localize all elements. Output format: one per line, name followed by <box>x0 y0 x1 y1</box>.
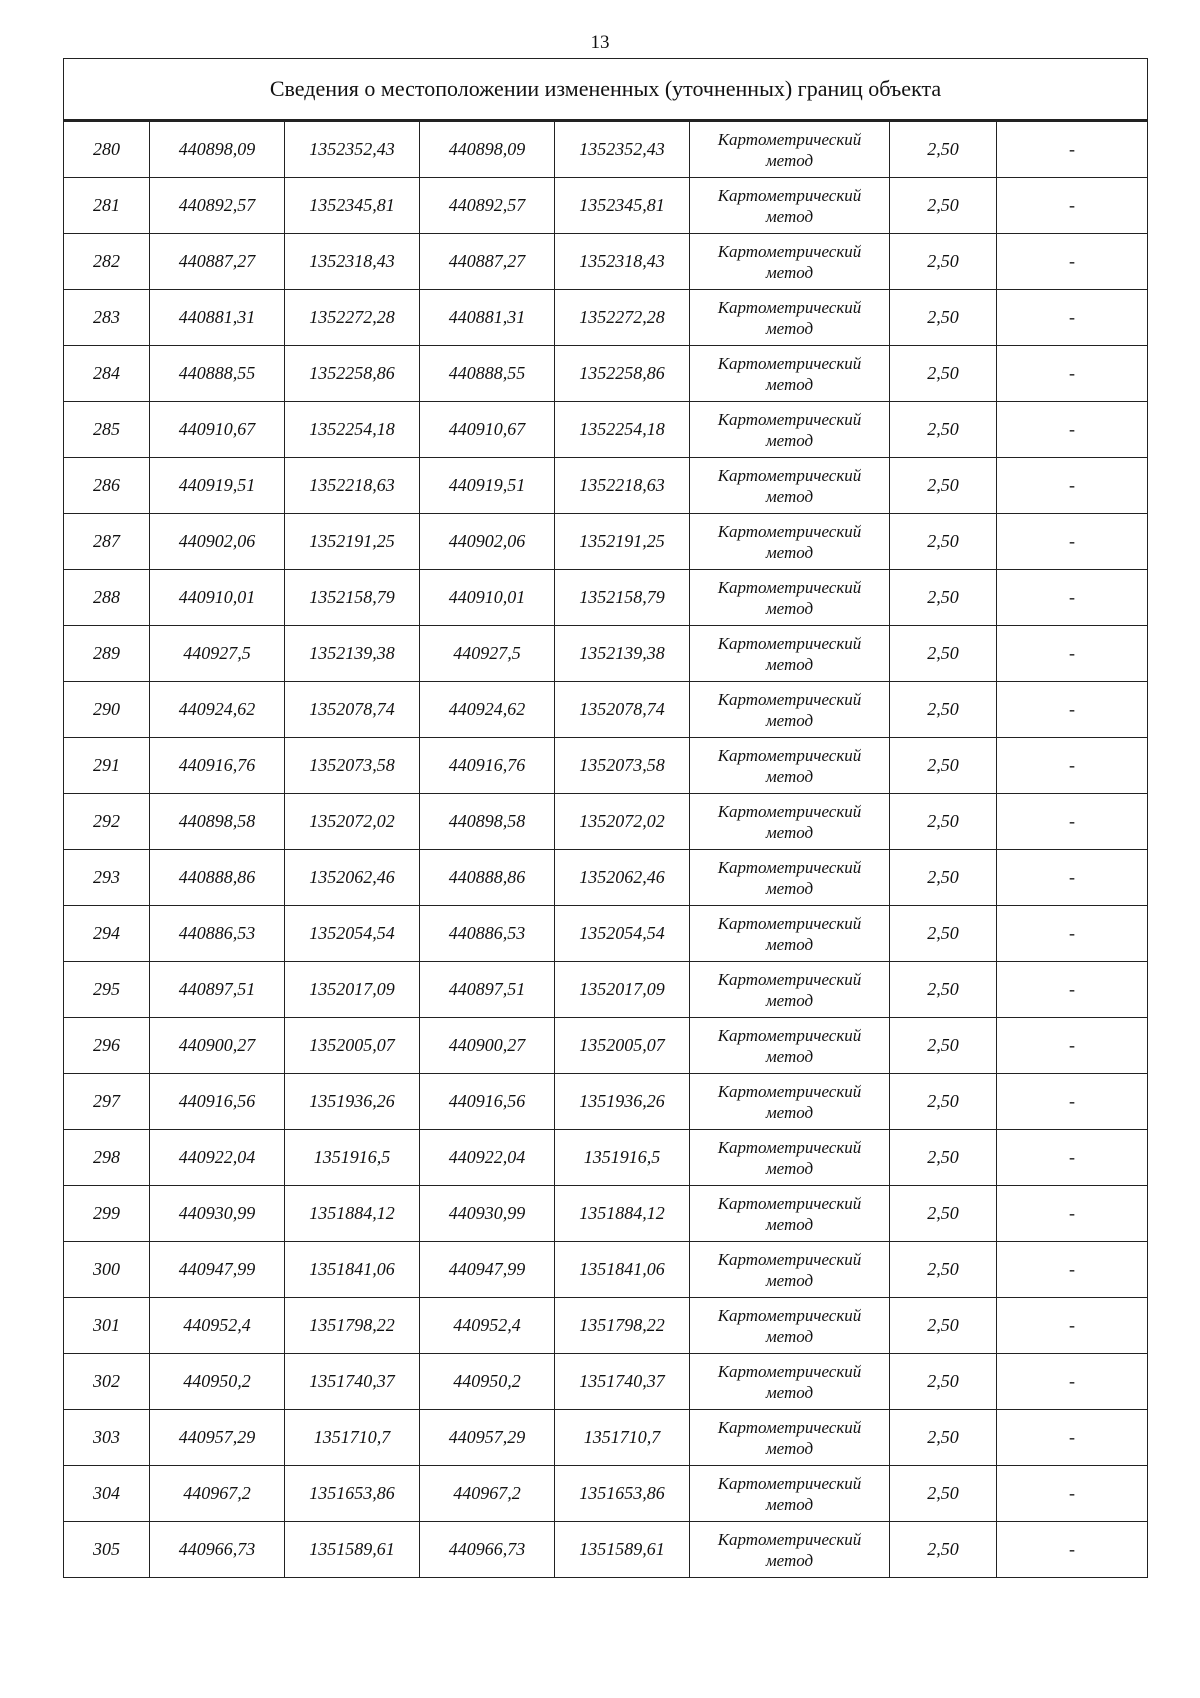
x-refined-cell: 440888,86 <box>420 850 555 906</box>
method-cell <box>690 458 890 514</box>
y-existing-cell: 1352005,07 <box>285 1018 420 1074</box>
y-refined-cell: 1351589,61 <box>555 1522 690 1578</box>
y-refined-cell: 1352345,81 <box>555 178 690 234</box>
x-existing-cell: 440910,01 <box>150 570 285 626</box>
method-line-1: Картометрический <box>717 1193 862 1213</box>
y-existing-cell: 1352318,43 <box>285 234 420 290</box>
x-refined-cell: 440900,27 <box>420 1018 555 1074</box>
note-cell: - <box>997 906 1148 962</box>
x-existing-cell: 440898,09 <box>150 121 285 178</box>
x-existing-cell: 440927,5 <box>150 626 285 682</box>
method-cell <box>690 346 890 402</box>
method-line-2: метод <box>765 430 814 450</box>
note-cell: - <box>997 962 1148 1018</box>
y-refined-cell: 1351710,7 <box>555 1410 690 1466</box>
method-line-2: метод <box>765 262 814 282</box>
method-line-2: метод <box>765 150 814 170</box>
x-refined-cell: 440910,01 <box>420 570 555 626</box>
method-line-1: Картометрический <box>717 521 862 541</box>
method-cell <box>690 906 890 962</box>
table-row <box>64 290 1148 346</box>
method-line-1: Картометрический <box>717 1137 862 1157</box>
y-refined-cell: 1352062,46 <box>555 850 690 906</box>
method-cell <box>690 682 890 738</box>
x-existing-cell: 440922,04 <box>150 1130 285 1186</box>
accuracy-cell: 2,50 <box>890 1074 997 1130</box>
method-line-2: метод <box>765 654 814 674</box>
accuracy-cell: 2,50 <box>890 794 997 850</box>
y-refined-cell: 1351916,5 <box>555 1130 690 1186</box>
accuracy-cell: 2,50 <box>890 178 997 234</box>
accuracy-cell: 2,50 <box>890 121 997 178</box>
accuracy-cell: 2,50 <box>890 514 997 570</box>
note-cell: - <box>997 1522 1148 1578</box>
method-cell <box>690 738 890 794</box>
x-existing-cell: 440966,73 <box>150 1522 285 1578</box>
y-refined-cell: 1352158,79 <box>555 570 690 626</box>
method-cell <box>690 290 890 346</box>
x-existing-cell: 440897,51 <box>150 962 285 1018</box>
note-cell: - <box>997 1074 1148 1130</box>
point-number-cell: 303 <box>64 1410 150 1466</box>
y-refined-cell: 1352073,58 <box>555 738 690 794</box>
point-number-cell: 300 <box>64 1242 150 1298</box>
table-row <box>64 738 1148 794</box>
method-line-2: метод <box>765 486 814 506</box>
x-refined-cell: 440927,5 <box>420 626 555 682</box>
method-line-2: метод <box>765 1270 814 1290</box>
y-existing-cell: 1352078,74 <box>285 682 420 738</box>
x-existing-cell: 440950,2 <box>150 1354 285 1410</box>
x-refined-cell: 440902,06 <box>420 514 555 570</box>
y-existing-cell: 1351936,26 <box>285 1074 420 1130</box>
method-line-2: метод <box>765 598 814 618</box>
table-row <box>64 1466 1148 1522</box>
method-cell <box>690 962 890 1018</box>
x-refined-cell: 440916,76 <box>420 738 555 794</box>
y-refined-cell: 1352072,02 <box>555 794 690 850</box>
accuracy-cell: 2,50 <box>890 1130 997 1186</box>
accuracy-cell: 2,50 <box>890 1522 997 1578</box>
y-refined-cell: 1352005,07 <box>555 1018 690 1074</box>
point-number-cell: 299 <box>64 1186 150 1242</box>
accuracy-cell: 2,50 <box>890 1018 997 1074</box>
y-existing-cell: 1352218,63 <box>285 458 420 514</box>
y-refined-cell: 1352078,74 <box>555 682 690 738</box>
point-number-cell: 294 <box>64 906 150 962</box>
note-cell: - <box>997 570 1148 626</box>
x-existing-cell: 440898,58 <box>150 794 285 850</box>
point-number-cell: 288 <box>64 570 150 626</box>
note-cell: - <box>997 1354 1148 1410</box>
note-cell: - <box>997 514 1148 570</box>
table-row <box>64 1298 1148 1354</box>
table-body <box>64 121 1148 1578</box>
y-refined-cell: 1352318,43 <box>555 234 690 290</box>
table-row <box>64 1354 1148 1410</box>
x-existing-cell: 440930,99 <box>150 1186 285 1242</box>
accuracy-cell: 2,50 <box>890 682 997 738</box>
y-existing-cell: 1351884,12 <box>285 1186 420 1242</box>
table-row <box>64 850 1148 906</box>
point-number-cell: 285 <box>64 402 150 458</box>
y-refined-cell: 1351740,37 <box>555 1354 690 1410</box>
y-existing-cell: 1351710,7 <box>285 1410 420 1466</box>
method-line-1: Картометрический <box>717 297 862 317</box>
x-existing-cell: 440919,51 <box>150 458 285 514</box>
method-line-1: Картометрический <box>717 577 862 597</box>
x-existing-cell: 440916,76 <box>150 738 285 794</box>
method-line-2: метод <box>765 766 814 786</box>
y-existing-cell: 1352345,81 <box>285 178 420 234</box>
accuracy-cell: 2,50 <box>890 1410 997 1466</box>
y-existing-cell: 1352139,38 <box>285 626 420 682</box>
y-existing-cell: 1352254,18 <box>285 402 420 458</box>
method-line-1: Картометрический <box>717 969 862 989</box>
method-cell <box>690 234 890 290</box>
method-line-2: метод <box>765 1494 814 1514</box>
note-cell: - <box>997 1242 1148 1298</box>
x-refined-cell: 440910,67 <box>420 402 555 458</box>
point-number-cell: 304 <box>64 1466 150 1522</box>
method-line-2: метод <box>765 1550 814 1570</box>
x-refined-cell: 440888,55 <box>420 346 555 402</box>
table-row <box>64 234 1148 290</box>
x-refined-cell: 440957,29 <box>420 1410 555 1466</box>
x-refined-cell: 440930,99 <box>420 1186 555 1242</box>
method-line-2: метод <box>765 1326 814 1346</box>
accuracy-cell: 2,50 <box>890 402 997 458</box>
method-line-1: Картометрический <box>717 185 862 205</box>
method-cell <box>690 402 890 458</box>
method-line-1: Картометрический <box>717 633 862 653</box>
method-line-2: метод <box>765 318 814 338</box>
page-number: 13 <box>590 32 610 53</box>
method-line-1: Картометрический <box>717 1473 862 1493</box>
note-cell: - <box>997 1466 1148 1522</box>
y-existing-cell: 1352258,86 <box>285 346 420 402</box>
table-row <box>64 1410 1148 1466</box>
method-line-1: Картометрический <box>717 465 862 485</box>
method-line-1: Картометрический <box>717 913 862 933</box>
note-cell: - <box>997 682 1148 738</box>
accuracy-cell: 2,50 <box>890 1354 997 1410</box>
method-line-2: метод <box>765 990 814 1010</box>
y-existing-cell: 1351841,06 <box>285 1242 420 1298</box>
y-refined-cell: 1351936,26 <box>555 1074 690 1130</box>
note-cell: - <box>997 121 1148 178</box>
point-number-cell: 292 <box>64 794 150 850</box>
note-cell: - <box>997 178 1148 234</box>
point-number-cell: 291 <box>64 738 150 794</box>
note-cell: - <box>997 794 1148 850</box>
accuracy-cell: 2,50 <box>890 1466 997 1522</box>
y-refined-cell: 1352254,18 <box>555 402 690 458</box>
accuracy-cell: 2,50 <box>890 234 997 290</box>
method-line-2: метод <box>765 1438 814 1458</box>
method-line-2: метод <box>765 542 814 562</box>
method-line-1: Картометрический <box>717 801 862 821</box>
method-line-1: Картометрический <box>717 129 862 149</box>
x-refined-cell: 440924,62 <box>420 682 555 738</box>
accuracy-cell: 2,50 <box>890 738 997 794</box>
accuracy-cell: 2,50 <box>890 850 997 906</box>
accuracy-cell: 2,50 <box>890 290 997 346</box>
table-row <box>64 570 1148 626</box>
x-existing-cell: 440952,4 <box>150 1298 285 1354</box>
y-existing-cell: 1352272,28 <box>285 290 420 346</box>
method-line-2: метод <box>765 934 814 954</box>
x-refined-cell: 440897,51 <box>420 962 555 1018</box>
point-number-cell: 280 <box>64 121 150 178</box>
accuracy-cell: 2,50 <box>890 962 997 1018</box>
x-existing-cell: 440947,99 <box>150 1242 285 1298</box>
method-line-1: Картометрический <box>717 1305 862 1325</box>
accuracy-cell: 2,50 <box>890 458 997 514</box>
coordinates-table <box>63 58 1148 1578</box>
x-refined-cell: 440966,73 <box>420 1522 555 1578</box>
method-line-1: Картометрический <box>717 1025 862 1045</box>
x-existing-cell: 440888,55 <box>150 346 285 402</box>
note-cell: - <box>997 1130 1148 1186</box>
note-cell: - <box>997 626 1148 682</box>
note-cell: - <box>997 1018 1148 1074</box>
method-cell <box>690 1298 890 1354</box>
y-existing-cell: 1352062,46 <box>285 850 420 906</box>
point-number-cell: 295 <box>64 962 150 1018</box>
y-refined-cell: 1351884,12 <box>555 1186 690 1242</box>
accuracy-cell: 2,50 <box>890 906 997 962</box>
point-number-cell: 305 <box>64 1522 150 1578</box>
method-line-1: Картометрический <box>717 689 862 709</box>
method-cell <box>690 1186 890 1242</box>
y-refined-cell: 1352218,63 <box>555 458 690 514</box>
x-existing-cell: 440892,57 <box>150 178 285 234</box>
method-line-2: метод <box>765 822 814 842</box>
method-cell <box>690 794 890 850</box>
y-existing-cell: 1351740,37 <box>285 1354 420 1410</box>
table-row <box>64 1130 1148 1186</box>
accuracy-cell: 2,50 <box>890 1298 997 1354</box>
note-cell: - <box>997 234 1148 290</box>
method-cell <box>690 178 890 234</box>
method-cell <box>690 1466 890 1522</box>
point-number-cell: 298 <box>64 1130 150 1186</box>
method-line-2: метод <box>765 878 814 898</box>
x-existing-cell: 440916,56 <box>150 1074 285 1130</box>
point-number-cell: 284 <box>64 346 150 402</box>
point-number-cell: 286 <box>64 458 150 514</box>
table-row <box>64 346 1148 402</box>
table-row <box>64 1018 1148 1074</box>
point-number-cell: 293 <box>64 850 150 906</box>
method-line-2: метод <box>765 1382 814 1402</box>
y-existing-cell: 1351798,22 <box>285 1298 420 1354</box>
method-cell <box>690 1074 890 1130</box>
y-existing-cell: 1351916,5 <box>285 1130 420 1186</box>
note-cell: - <box>997 1410 1148 1466</box>
table-row <box>64 906 1148 962</box>
table-row <box>64 1522 1148 1578</box>
boundary-coordinates-table <box>63 58 1147 1578</box>
method-cell <box>690 1242 890 1298</box>
y-refined-cell: 1352272,28 <box>555 290 690 346</box>
note-cell: - <box>997 402 1148 458</box>
x-refined-cell: 440887,27 <box>420 234 555 290</box>
method-cell <box>690 626 890 682</box>
y-refined-cell: 1352017,09 <box>555 962 690 1018</box>
table-row <box>64 402 1148 458</box>
table-row <box>64 626 1148 682</box>
method-line-2: метод <box>765 1214 814 1234</box>
x-refined-cell: 440947,99 <box>420 1242 555 1298</box>
method-line-1: Картометрический <box>717 1249 862 1269</box>
x-existing-cell: 440887,27 <box>150 234 285 290</box>
accuracy-cell: 2,50 <box>890 1186 997 1242</box>
note-cell: - <box>997 458 1148 514</box>
method-cell <box>690 570 890 626</box>
y-refined-cell: 1352258,86 <box>555 346 690 402</box>
method-line-1: Картометрический <box>717 857 862 877</box>
x-existing-cell: 440910,67 <box>150 402 285 458</box>
y-refined-cell: 1352352,43 <box>555 121 690 178</box>
method-line-1: Картометрический <box>717 1081 862 1101</box>
x-refined-cell: 440886,53 <box>420 906 555 962</box>
method-line-2: метод <box>765 1102 814 1122</box>
note-cell: - <box>997 346 1148 402</box>
method-line-1: Картометрический <box>717 1417 862 1437</box>
method-line-1: Картометрический <box>717 1361 862 1381</box>
method-line-2: метод <box>765 1158 814 1178</box>
method-line-2: метод <box>765 710 814 730</box>
y-existing-cell: 1352017,09 <box>285 962 420 1018</box>
accuracy-cell: 2,50 <box>890 346 997 402</box>
x-refined-cell: 440919,51 <box>420 458 555 514</box>
y-refined-cell: 1351653,86 <box>555 1466 690 1522</box>
x-existing-cell: 440888,86 <box>150 850 285 906</box>
x-refined-cell: 440892,57 <box>420 178 555 234</box>
note-cell: - <box>997 850 1148 906</box>
x-refined-cell: 440881,31 <box>420 290 555 346</box>
method-cell <box>690 121 890 178</box>
y-refined-cell: 1352139,38 <box>555 626 690 682</box>
x-existing-cell: 440886,53 <box>150 906 285 962</box>
table-row <box>64 1186 1148 1242</box>
method-cell <box>690 1410 890 1466</box>
y-existing-cell: 1351653,86 <box>285 1466 420 1522</box>
y-existing-cell: 1352191,25 <box>285 514 420 570</box>
note-cell: - <box>997 1186 1148 1242</box>
method-line-1: Картометрический <box>717 409 862 429</box>
table-row <box>64 458 1148 514</box>
x-refined-cell: 440898,58 <box>420 794 555 850</box>
method-line-2: метод <box>765 206 814 226</box>
y-refined-cell: 1351841,06 <box>555 1242 690 1298</box>
method-line-1: Картометрический <box>717 1529 862 1549</box>
accuracy-cell: 2,50 <box>890 626 997 682</box>
point-number-cell: 297 <box>64 1074 150 1130</box>
point-number-cell: 290 <box>64 682 150 738</box>
table-row <box>64 514 1148 570</box>
method-cell <box>690 1130 890 1186</box>
method-cell <box>690 1522 890 1578</box>
y-refined-cell: 1351798,22 <box>555 1298 690 1354</box>
y-existing-cell: 1352072,02 <box>285 794 420 850</box>
method-line-1: Картометрический <box>717 353 862 373</box>
method-line-2: метод <box>765 1046 814 1066</box>
point-number-cell: 287 <box>64 514 150 570</box>
method-cell <box>690 514 890 570</box>
y-existing-cell: 1352054,54 <box>285 906 420 962</box>
x-refined-cell: 440898,09 <box>420 121 555 178</box>
table-row <box>64 682 1148 738</box>
accuracy-cell: 2,50 <box>890 1242 997 1298</box>
method-cell <box>690 850 890 906</box>
x-refined-cell: 440952,4 <box>420 1298 555 1354</box>
method-cell <box>690 1018 890 1074</box>
point-number-cell: 283 <box>64 290 150 346</box>
x-existing-cell: 440957,29 <box>150 1410 285 1466</box>
x-refined-cell: 440967,2 <box>420 1466 555 1522</box>
table-row <box>64 1074 1148 1130</box>
table-row <box>64 794 1148 850</box>
x-refined-cell: 440922,04 <box>420 1130 555 1186</box>
point-number-cell: 302 <box>64 1354 150 1410</box>
point-number-cell: 289 <box>64 626 150 682</box>
x-existing-cell: 440902,06 <box>150 514 285 570</box>
point-number-cell: 282 <box>64 234 150 290</box>
note-cell: - <box>997 1298 1148 1354</box>
y-existing-cell: 1352073,58 <box>285 738 420 794</box>
y-refined-cell: 1352054,54 <box>555 906 690 962</box>
x-existing-cell: 440900,27 <box>150 1018 285 1074</box>
accuracy-cell: 2,50 <box>890 570 997 626</box>
note-cell: - <box>997 290 1148 346</box>
y-existing-cell: 1352158,79 <box>285 570 420 626</box>
method-line-2: метод <box>765 374 814 394</box>
x-refined-cell: 440916,56 <box>420 1074 555 1130</box>
note-cell: - <box>997 738 1148 794</box>
x-existing-cell: 440881,31 <box>150 290 285 346</box>
point-number-cell: 281 <box>64 178 150 234</box>
table-row <box>64 121 1148 178</box>
x-refined-cell: 440950,2 <box>420 1354 555 1410</box>
table-row <box>64 1242 1148 1298</box>
point-number-cell: 301 <box>64 1298 150 1354</box>
y-existing-cell: 1352352,43 <box>285 121 420 178</box>
table-row <box>64 962 1148 1018</box>
point-number-cell: 296 <box>64 1018 150 1074</box>
method-line-1: Картометрический <box>717 745 862 765</box>
table-caption: Сведения о местоположении измененных (уточненных) границ объекта <box>64 59 1148 121</box>
x-existing-cell: 440967,2 <box>150 1466 285 1522</box>
y-refined-cell: 1352191,25 <box>555 514 690 570</box>
table-row <box>64 178 1148 234</box>
y-existing-cell: 1351589,61 <box>285 1522 420 1578</box>
method-cell <box>690 1354 890 1410</box>
x-existing-cell: 440924,62 <box>150 682 285 738</box>
method-line-1: Картометрический <box>717 241 862 261</box>
